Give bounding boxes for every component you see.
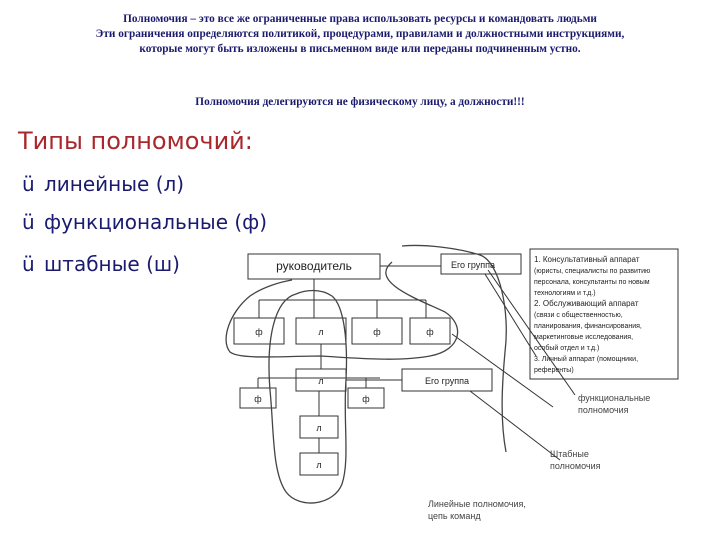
staff-label-1: Штабные [550, 449, 589, 459]
type-functional-label: функциональные (ф) [44, 210, 268, 234]
staff-line: 1. Консультативный аппарат [534, 255, 640, 264]
func-label-2: полномочия [578, 405, 629, 415]
l3-label: л [316, 423, 322, 433]
type-staff-label: штабные (ш) [44, 252, 180, 276]
linear-loop [269, 291, 346, 504]
ego-group-mid-label: Его группа [424, 376, 470, 386]
staff-line: технологиям и т.д.) [534, 290, 596, 297]
delegation-note: Полномочия делегируются не физическому лицу, а должности!!! [195, 96, 525, 108]
staff-line: (юристы, специалисты по развитию [534, 268, 651, 275]
check-icon: ü [22, 172, 35, 196]
staff-line: планирования, финансирования, [534, 323, 642, 330]
staff-line: особый отдел и т.д.) [534, 345, 600, 352]
functional-loop [226, 262, 458, 359]
staff-line: маркетинговые исследования, [534, 334, 634, 341]
staff-line: персонала, консультанты по новым [534, 279, 650, 286]
row1-label-3: ф [373, 327, 381, 337]
l2-label: л [318, 376, 324, 386]
intro-line-3: которые могут быть изложены в письменном виде или переданы подчиненным устно. [139, 43, 581, 55]
page-title: Типы полномочий: [18, 127, 253, 155]
staff-label-2: полномочия [550, 461, 601, 471]
ego-group-top-label: Его группа [450, 260, 496, 270]
f-left-label: ф [254, 394, 262, 404]
row1-label-1: ф [255, 327, 263, 337]
staff-line: референты) [534, 367, 574, 374]
check-icon: ü [22, 210, 35, 234]
staff-box-text [534, 255, 650, 374]
intro-line-1: Полномочия – это все же ограниченные права использовать ресурсы и командовать людьми [123, 13, 597, 25]
func-label-1: функциональные [578, 393, 651, 403]
staff-line: (связи с общественностью, [534, 312, 623, 319]
type-linear-label: линейные (л) [44, 172, 185, 196]
intro-line-2: Эти ограничения определяются политикой, процедурами, правилами и должностными инструкциями, [95, 28, 625, 40]
staff-loop [402, 245, 506, 452]
l4-label: л [316, 460, 322, 470]
head-label: руководитель [276, 259, 352, 273]
linear-label-2: цепь команд [428, 511, 481, 521]
row1-label-2: л [318, 327, 324, 337]
staff-line: 3. Личный аппарат (помощники, [534, 356, 639, 363]
row1-label-4: ф [426, 327, 434, 337]
check-icon: ü [22, 252, 35, 276]
linear-label-1: Линейные полномочия, [428, 499, 526, 509]
f-right-label: ф [362, 394, 370, 404]
staff-line: 2. Обслуживающий аппарат [534, 299, 639, 308]
